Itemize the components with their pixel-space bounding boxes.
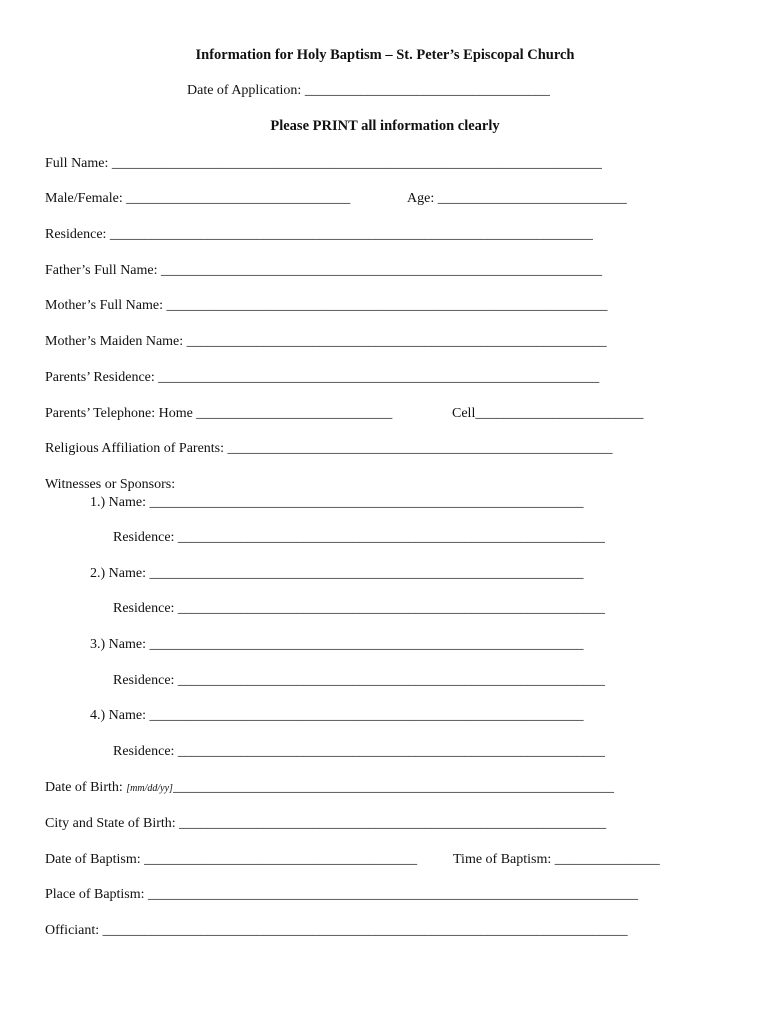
male-female-row xyxy=(45,190,350,208)
time-of-baptism-field[interactable]: _______________ xyxy=(554,852,660,867)
city-state-of-birth-field[interactable]: _____________________________________________________________ xyxy=(179,816,607,831)
sponsor-4-residence-label: Residence: xyxy=(113,744,175,759)
parents-telephone-home-label: Parents’ Telephone: Home xyxy=(45,406,193,421)
male-female-field[interactable]: ________________________________ xyxy=(126,191,351,206)
officiant-label: Officiant: xyxy=(45,923,100,938)
cell-label: Cell xyxy=(452,406,476,421)
age-field[interactable]: ___________________________ xyxy=(437,191,627,206)
date-of-birth-hint: [mm/dd/yy] xyxy=(126,783,173,794)
date-of-baptism-label: Date of Baptism: xyxy=(45,852,141,867)
sponsor-4-residence-field[interactable]: _____________________________________________________________ xyxy=(177,744,605,759)
sponsor-1-number: 1.) xyxy=(90,495,106,510)
age-label: Age: xyxy=(407,191,435,206)
fathers-full-name-field[interactable]: _______________________________________________________________ xyxy=(161,263,603,278)
fathers-full-name-label: Father’s Full Name: xyxy=(45,263,158,278)
residence-row xyxy=(45,226,593,244)
mothers-full-name-field[interactable]: _______________________________________________________________ xyxy=(166,298,608,313)
full-name-field[interactable]: ______________________________________________________________________ xyxy=(111,156,602,171)
parents-residence-label: Parents’ Residence: xyxy=(45,370,155,385)
age-row xyxy=(407,190,627,208)
sponsor-1-name-label: Name: xyxy=(108,495,146,510)
place-of-baptism-label: Place of Baptism: xyxy=(45,887,145,902)
sponsor-2-name-field[interactable]: ______________________________________________________________ xyxy=(149,566,584,581)
sponsor-3-name-label: Name: xyxy=(108,637,146,652)
mothers-maiden-name-row xyxy=(45,333,607,351)
place-of-baptism-field[interactable]: ______________________________________________________________________ xyxy=(148,887,639,902)
date-of-birth-row xyxy=(45,779,614,798)
full-name-label: Full Name: xyxy=(45,156,109,171)
mothers-maiden-name-label: Mother’s Maiden Name: xyxy=(45,334,184,349)
parents-residence-row xyxy=(45,369,599,387)
sponsor-1-name-row xyxy=(90,494,584,512)
sponsor-2-residence-label: Residence: xyxy=(113,601,175,616)
city-state-of-birth-label: City and State of Birth: xyxy=(45,816,176,831)
date-of-baptism-field[interactable]: _______________________________________ xyxy=(144,852,418,867)
sponsor-3-residence-row xyxy=(113,672,605,690)
sponsor-1-residence-row xyxy=(113,529,605,547)
sponsor-3-residence-label: Residence: xyxy=(113,673,175,688)
sponsor-4-name-field[interactable]: ______________________________________________________________ xyxy=(149,708,584,723)
sponsor-4-number: 4.) xyxy=(90,708,106,723)
sponsor-4-name-row xyxy=(90,707,584,725)
sponsor-3-name-row xyxy=(90,636,584,654)
sponsor-1-residence-field[interactable]: _____________________________________________________________ xyxy=(177,530,605,545)
place-of-baptism-row xyxy=(45,886,638,904)
religious-affiliation-label: Religious Affiliation of Parents: xyxy=(45,441,225,456)
form-title: Information for Holy Baptism – St. Peter’s Episcopal Church xyxy=(195,47,575,63)
religious-affiliation-row xyxy=(45,440,613,458)
mothers-full-name-label: Mother’s Full Name: xyxy=(45,298,163,313)
date-of-application-field[interactable]: ___________________________________ xyxy=(304,83,550,98)
sponsor-1-residence-label: Residence: xyxy=(113,530,175,545)
residence-field[interactable]: _____________________________________________________________________ xyxy=(109,227,593,242)
mothers-maiden-name-field[interactable]: ____________________________________________________________ xyxy=(186,334,607,349)
sponsor-3-name-field[interactable]: ______________________________________________________________ xyxy=(149,637,584,652)
cell-field[interactable]: ________________________ xyxy=(475,406,644,421)
residence-label: Residence: xyxy=(45,227,107,242)
full-name-row xyxy=(45,155,602,173)
sponsor-3-residence-field[interactable]: _____________________________________________________________ xyxy=(177,673,605,688)
time-of-baptism-row xyxy=(453,851,660,869)
sponsor-4-residence-row xyxy=(113,743,605,761)
parents-telephone-home-field[interactable]: ____________________________ xyxy=(196,406,393,421)
date-of-birth-label: Date of Birth: xyxy=(45,780,123,795)
time-of-baptism-label: Time of Baptism: xyxy=(453,852,552,867)
date-of-application-row xyxy=(187,83,550,99)
date-of-birth-field[interactable]: _______________________________________________________________ xyxy=(172,780,614,795)
sponsor-4-name-label: Name: xyxy=(108,708,146,723)
sponsor-2-number: 2.) xyxy=(90,566,106,581)
sponsor-3-number: 3.) xyxy=(90,637,106,652)
sponsor-2-name-row xyxy=(90,565,584,583)
sponsor-2-name-label: Name: xyxy=(108,566,146,581)
sponsor-2-residence-field[interactable]: _____________________________________________________________ xyxy=(177,601,605,616)
instructions: Please PRINT all information clearly xyxy=(270,118,500,134)
sponsor-2-residence-row xyxy=(113,600,605,618)
sponsor-1-name-field[interactable]: ______________________________________________________________ xyxy=(149,495,584,510)
officiant-row xyxy=(45,922,628,940)
cell-row xyxy=(452,405,643,423)
officiant-field[interactable]: ___________________________________________________________________________ xyxy=(102,923,628,938)
date-of-baptism-row xyxy=(45,851,417,869)
fathers-full-name-row xyxy=(45,262,602,280)
male-female-label: Male/Female: xyxy=(45,191,123,206)
date-of-application-label: Date of Application: xyxy=(187,83,302,98)
parents-telephone-home-row xyxy=(45,405,392,423)
city-state-of-birth-row xyxy=(45,815,606,833)
witnesses-heading: Witnesses or Sponsors: xyxy=(45,477,176,492)
parents-residence-field[interactable]: _______________________________________________________________ xyxy=(158,370,600,385)
mothers-full-name-row xyxy=(45,297,607,315)
religious-affiliation-field[interactable]: _______________________________________________________ xyxy=(227,441,613,456)
